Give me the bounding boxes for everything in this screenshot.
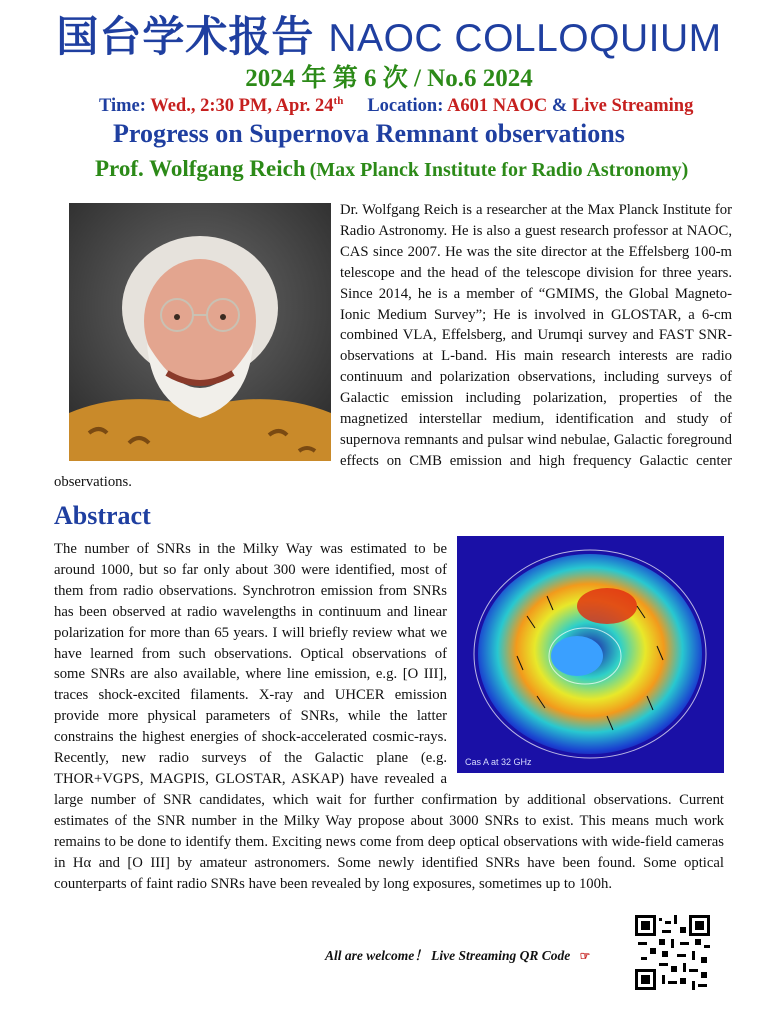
speaker-line <box>95 156 688 182</box>
time-value: Wed., 2:30 PM, Apr. 24th <box>150 95 344 117</box>
live-streaming-label: Live Streaming <box>571 96 694 117</box>
figure-caption: Cas A at 32 GHz <box>465 757 532 767</box>
speaker-name: Prof. Wolfgang Reich <box>95 156 306 181</box>
location-value: A601 NAOC <box>446 96 548 117</box>
speaker-affiliation: (Max Planck Institute for Radio Astronomy) <box>309 159 689 181</box>
speaker-portrait <box>69 203 331 461</box>
talk-title: Progress on Supernova Remnant observations <box>113 119 625 148</box>
time-label: Time: <box>99 96 146 117</box>
location-join: & <box>551 96 568 117</box>
title-chinese: 国台学术报告 <box>56 12 315 61</box>
qr-code-label: Live Streaming QR Code <box>431 948 571 963</box>
abstract-heading: Abstract <box>54 501 151 530</box>
colloquium-title <box>0 4 778 64</box>
abstract-text: The number of SNRs in the Milky Way was estimated to be around 1000, but so far only about 300 were identified, most of them from radio observations. Synchrotron emission from SNRs has been observed at radio wavelengths in continuum and linear polarization for more than 65 years. I will briefly review what we have learned from such observations. Optical observations of some SNRs are also available, where line emission, e.g. [O III], traces shock-excited filaments. X-ray and UHCER emission provide more physical parameters of SNRs, while the latter constrains the highest energies of shock-accelerated cosmic-rays. Recently, new radio surveys of the Galactic plane (e.g. THOR+VGPS, MAGPIS, GLOSTAR, ASKAP) have revealed a large number of SNR candidates, which wait for further confirmation by additional observations. Current estimates of the SNR number in the Milky Way propose about 3000 SNRs to exist. This means much work remains to be done to identify them. Exciting news come from deep optical observations with wide-field cameras in Hα and [O III] by amateur astronomers. Some newly identified SNRs have been found. Some optical counterparts of faint radio SNRs have been revealed by long exposures, sometimes up to 100h. <box>54 541 724 892</box>
live-streaming-qr-code[interactable] <box>635 915 710 990</box>
footer-line <box>325 944 590 964</box>
cas-a-radio-image <box>457 536 724 773</box>
bio-text: Dr. Wolfgang Reich is a researcher at the Max Planck Institute for Radio Astronomy. He is also a guest research professor at NAOC, CAS since 2007. He was the site director at the Effelsberg 100-m telescope and the head of the telescope division for three years. Since 2014, he is a member of “GMIMS, the Global Magneto-Ionic Medium Survey”; He is involved in GLOSTAR, a 6-cm combined VLA, Effelsberg, and Urumqi survey and FAST SNR-observations at L-band. His main research interests are radio continuum and polarization observations, including surveys of Galactic emission including polarization, properties of the magnetized interstellar medium, identification and study of supernova remnants and pulsar wind nebulae, Galactic foreground effects on CMB emission and high frequency Galactic center observations. <box>54 202 732 490</box>
welcome-text: All are welcome！ <box>325 948 428 963</box>
pointing-hand-icon: ☞ <box>579 949 591 963</box>
event-meta <box>99 95 693 117</box>
title-english: NAOC COLLOQUIUM <box>328 17 722 60</box>
location-label: Location: <box>367 96 444 117</box>
series-number: 2024 年 第 6 次 / No.6 2024 <box>245 65 533 92</box>
